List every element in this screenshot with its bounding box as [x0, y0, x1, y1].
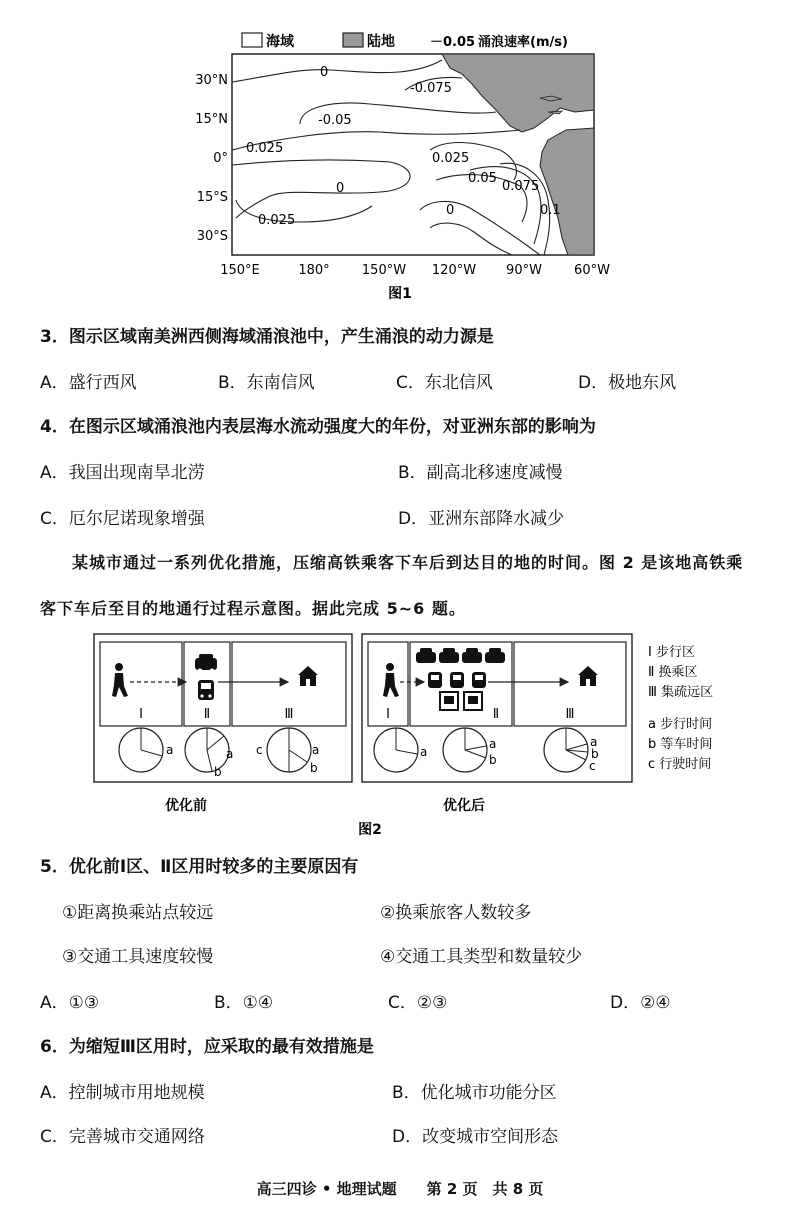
house-icon — [298, 666, 318, 686]
q4-option-b[interactable]: B．副高北移速度减慢 — [398, 463, 563, 483]
q6-option-c[interactable]: C．完善城市交通网络 — [40, 1127, 205, 1147]
contour-label: -0.075 — [410, 81, 452, 96]
car-icon — [485, 648, 505, 663]
pie-after-3 — [544, 728, 599, 773]
figure-2-caption: 图2 — [358, 822, 382, 838]
pie-label-b: b — [310, 761, 318, 775]
legend-item: b 等车时间 — [648, 737, 713, 752]
q5-option-c[interactable]: C．②③ — [388, 993, 448, 1013]
walker-icon — [112, 663, 128, 697]
panel-after — [362, 634, 632, 782]
legend-item: a 步行时间 — [648, 717, 713, 732]
legend-item: c 行驶时间 — [648, 757, 712, 772]
walker-icon — [383, 663, 399, 697]
legend-item: Ⅲ 集疏远区 — [648, 685, 714, 700]
car-icon — [462, 648, 482, 663]
figure-1-caption: 图1 — [388, 286, 412, 302]
q4-stem: 4．在图示区域涌浪池内表层海水流动强度大的年份，对亚洲东部的影响为 — [40, 417, 596, 437]
legend-iso-value: －0.05 — [430, 35, 476, 50]
zone-3-label: Ⅲ — [284, 707, 294, 722]
contour-label: 0.025 — [246, 141, 284, 156]
zone-2-label: Ⅱ — [203, 707, 211, 722]
q5-statement-4: ④交通工具类型和数量较少 — [380, 947, 583, 967]
pie-after-2 — [443, 728, 497, 772]
pie-label-c: c — [256, 743, 263, 757]
page-footer: 高三四诊 • 地理试题 第 2 页 共 8 页 — [256, 1180, 544, 1198]
legend-item: Ⅱ 换乘区 — [648, 665, 698, 680]
contour-label: 0.025 — [258, 213, 296, 228]
pie-label-a: a — [489, 737, 497, 751]
latitude-labels — [195, 73, 228, 244]
pie-label-a: a — [590, 735, 598, 749]
pie-before-2 — [185, 728, 233, 779]
intro-line-2: 客下车后至目的地通行过程示意图。据此完成 5~6 题。 — [40, 599, 466, 618]
bus-icon — [198, 680, 214, 700]
q3-option-a[interactable]: A．盛行西风 — [40, 373, 137, 393]
car-icon — [195, 654, 217, 674]
intro-line-1: 某城市通过一系列优化措施，压缩高铁乘客下车后到达目的地的时间。图 2 是该地高铁乘 — [72, 553, 744, 572]
contour-label: 0 — [336, 181, 345, 196]
contour-label: 0 — [446, 203, 455, 218]
label-before: 优化前 — [165, 798, 207, 814]
legend-sea-label: 海域 — [266, 34, 294, 50]
q5-statement-2: ②换乘旅客人数较多 — [380, 903, 532, 923]
label-after: 优化后 — [443, 798, 485, 814]
house-icon — [578, 666, 598, 686]
lat-label: 0° — [213, 151, 228, 166]
pie-label-a: a — [420, 745, 428, 759]
q3-option-b[interactable]: B．东南信风 — [218, 373, 315, 393]
lon-label: 180° — [298, 263, 330, 278]
pie-label-a: a — [226, 747, 234, 761]
zone-2-label: Ⅱ — [492, 707, 500, 722]
metro-icon — [440, 692, 458, 710]
panel-before — [94, 634, 352, 782]
car-icon — [416, 648, 436, 663]
pie-label-a: a — [166, 743, 174, 757]
pie-before-3 — [256, 728, 319, 775]
contour-label: 0.05 — [468, 171, 497, 186]
q6-option-d[interactable]: D．改变城市空间形态 — [392, 1127, 559, 1147]
bus-icon — [428, 672, 442, 688]
contour-label: 0.1 — [540, 203, 561, 218]
bus-icon — [472, 672, 486, 688]
contour-label: -0.05 — [318, 113, 352, 128]
figure-2 — [0, 630, 800, 845]
lat-label: 30°N — [195, 73, 228, 88]
q4-option-c[interactable]: C．厄尔尼诺现象增强 — [40, 509, 205, 529]
q3-option-d[interactable]: D．极地东风 — [578, 373, 677, 393]
contour-label: 0 — [320, 65, 329, 80]
pie-label-b: b — [214, 765, 222, 779]
q3-option-c[interactable]: C．东北信风 — [396, 373, 493, 393]
figure-2-legend — [648, 644, 713, 772]
q4-option-a[interactable]: A．我国出现南旱北涝 — [40, 463, 205, 483]
pie-label-c: c — [589, 759, 596, 773]
q6-stem: 6．为缩短Ⅲ区用时，应采取的最有效措施是 — [40, 1037, 374, 1057]
pie-label-b: b — [591, 747, 599, 761]
longitude-labels — [220, 263, 610, 278]
lon-label: 150°E — [220, 263, 260, 278]
pie-label-b: b — [489, 753, 497, 767]
lon-label: 60°W — [574, 263, 610, 278]
q5-option-b[interactable]: B．①④ — [214, 993, 274, 1013]
figure-1-map — [0, 0, 800, 310]
legend-item: Ⅰ 步行区 — [648, 645, 695, 660]
figure-1 — [0, 0, 800, 310]
figure-2-diagram — [0, 630, 800, 845]
pie-after-1 — [374, 728, 427, 772]
contour-label: 0.025 — [432, 151, 470, 166]
q5-option-a[interactable]: A．①③ — [40, 993, 100, 1013]
legend-land-swatch — [343, 33, 363, 47]
zone-1-label: Ⅰ — [386, 707, 390, 722]
lat-label: 30°S — [196, 229, 228, 244]
car-icon — [439, 648, 459, 663]
q6-option-b[interactable]: B．优化城市功能分区 — [392, 1083, 557, 1103]
legend-land-label: 陆地 — [367, 34, 395, 50]
q5-option-d[interactable]: D．②④ — [610, 993, 671, 1013]
lon-label: 150°W — [361, 263, 407, 278]
lat-label: 15°S — [196, 190, 228, 205]
lat-label: 15°N — [195, 112, 228, 127]
q5-statement-1: ①距离换乘站点较远 — [62, 903, 214, 923]
pie-before-1 — [119, 728, 173, 772]
q5-stem: 5．优化前Ⅰ区、Ⅱ区用时较多的主要原因有 — [40, 857, 359, 877]
zone-3-label: Ⅲ — [565, 707, 575, 722]
contour-label: 0.075 — [502, 179, 540, 194]
zone-1-label: Ⅰ — [139, 707, 143, 722]
q3-stem: 3．图示区域南美洲西侧海域涌浪池中，产生涌浪的动力源是 — [40, 327, 494, 347]
q4-option-d[interactable]: D．亚洲东部降水减少 — [398, 509, 565, 529]
q6-option-a[interactable]: A．控制城市用地规模 — [40, 1083, 205, 1103]
lon-label: 90°W — [506, 263, 542, 278]
metro-icon — [464, 692, 482, 710]
legend-sea-swatch — [242, 33, 262, 47]
q5-statement-3: ③交通工具速度较慢 — [62, 947, 214, 967]
legend-iso-text: 涌浪速率(m/s) — [478, 35, 568, 50]
pie-label-a: a — [312, 743, 320, 757]
lon-label: 120°W — [431, 263, 477, 278]
bus-icon — [450, 672, 464, 688]
